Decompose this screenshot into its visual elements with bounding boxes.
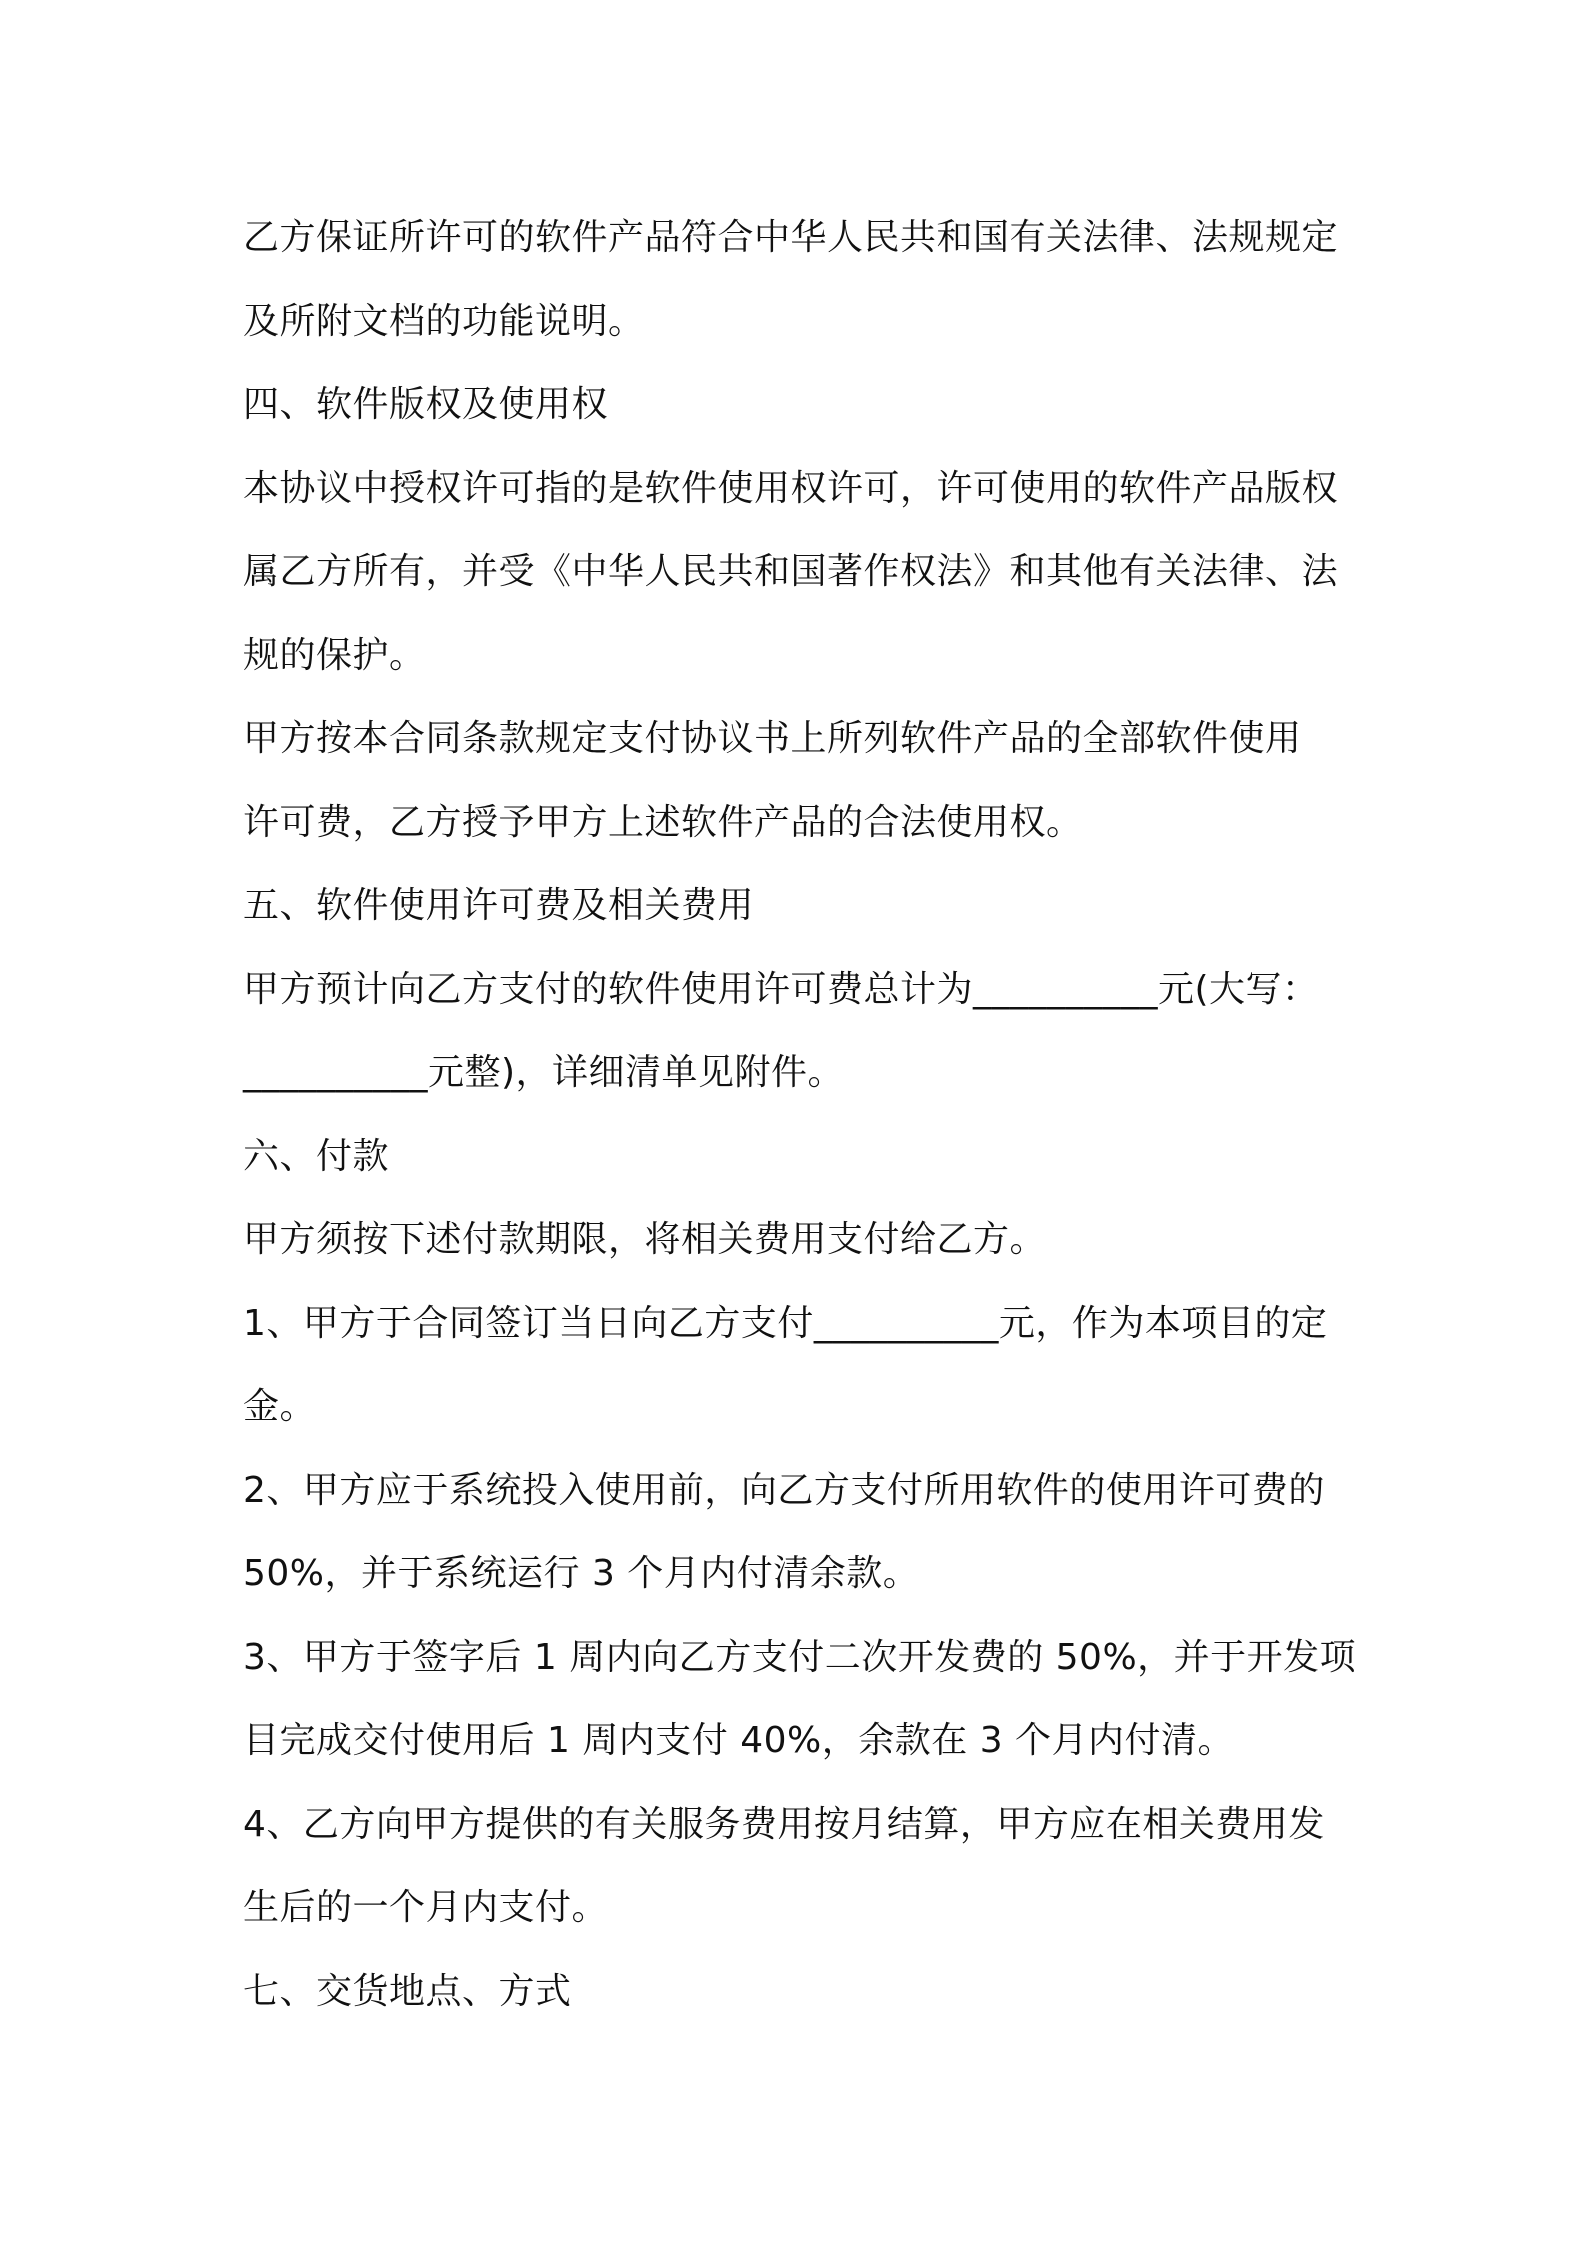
- text-line: 乙方保证所许可的软件产品符合中华人民共和国有关法律、法规规定: [243, 217, 1339, 258]
- text-line: 2、甲方应于系统投入使用前，向乙方支付所用软件的使用许可费的: [243, 1469, 1325, 1511]
- text-line: 及所附文档的功能说明。: [243, 300, 645, 342]
- text-line: __________元整)，详细清单见附件。: [243, 1052, 845, 1093]
- text-line: 许可费，乙方授予甲方上述软件产品的合法使用权。: [243, 801, 1083, 843]
- text-line: 属乙方所有，并受《中华人民共和国著作权法》和其他有关法律、法: [243, 551, 1339, 592]
- text-line: 目完成交付使用后 1 周内支付 40%，余款在 3 个月内付清。: [243, 1720, 1235, 1761]
- section-heading: 六、付款: [243, 1135, 390, 1177]
- text-line: 规的保护。: [243, 634, 426, 676]
- text-line: 本协议中授权许可指的是软件使用权许可，许可使用的软件产品版权: [243, 467, 1339, 509]
- text-line: 1、甲方于合同签订当日向乙方支付__________元，作为本项目的定: [243, 1302, 1328, 1344]
- text-line: 4、乙方向甲方提供的有关服务费用按月结算，甲方应在相关费用发: [243, 1803, 1325, 1845]
- text-line: 甲方须按下述付款期限，将相关费用支付给乙方。: [243, 1219, 1047, 1260]
- section-heading: 四、软件版权及使用权: [243, 384, 609, 425]
- text-line: 3、甲方于签字后 1 周内向乙方支付二次开发费的 50%，并于开发项: [243, 1636, 1357, 1678]
- section-heading: 五、软件使用许可费及相关费用: [243, 885, 755, 926]
- text-line: 甲方预计向乙方支付的软件使用许可费总计为__________元(大写：: [243, 968, 1319, 1010]
- text-line: 生后的一个月内支付。: [243, 1887, 609, 1928]
- text-line: 50%，并于系统运行 3 个月内付清余款。: [243, 1553, 920, 1594]
- section-heading: 七、交货地点、方式: [243, 1970, 572, 2012]
- text-line: 金。: [243, 1386, 317, 1427]
- text-line: 甲方按本合同条款规定支付协议书上所列软件产品的全部软件使用: [243, 718, 1302, 759]
- document-body: [243, 196, 1358, 2033]
